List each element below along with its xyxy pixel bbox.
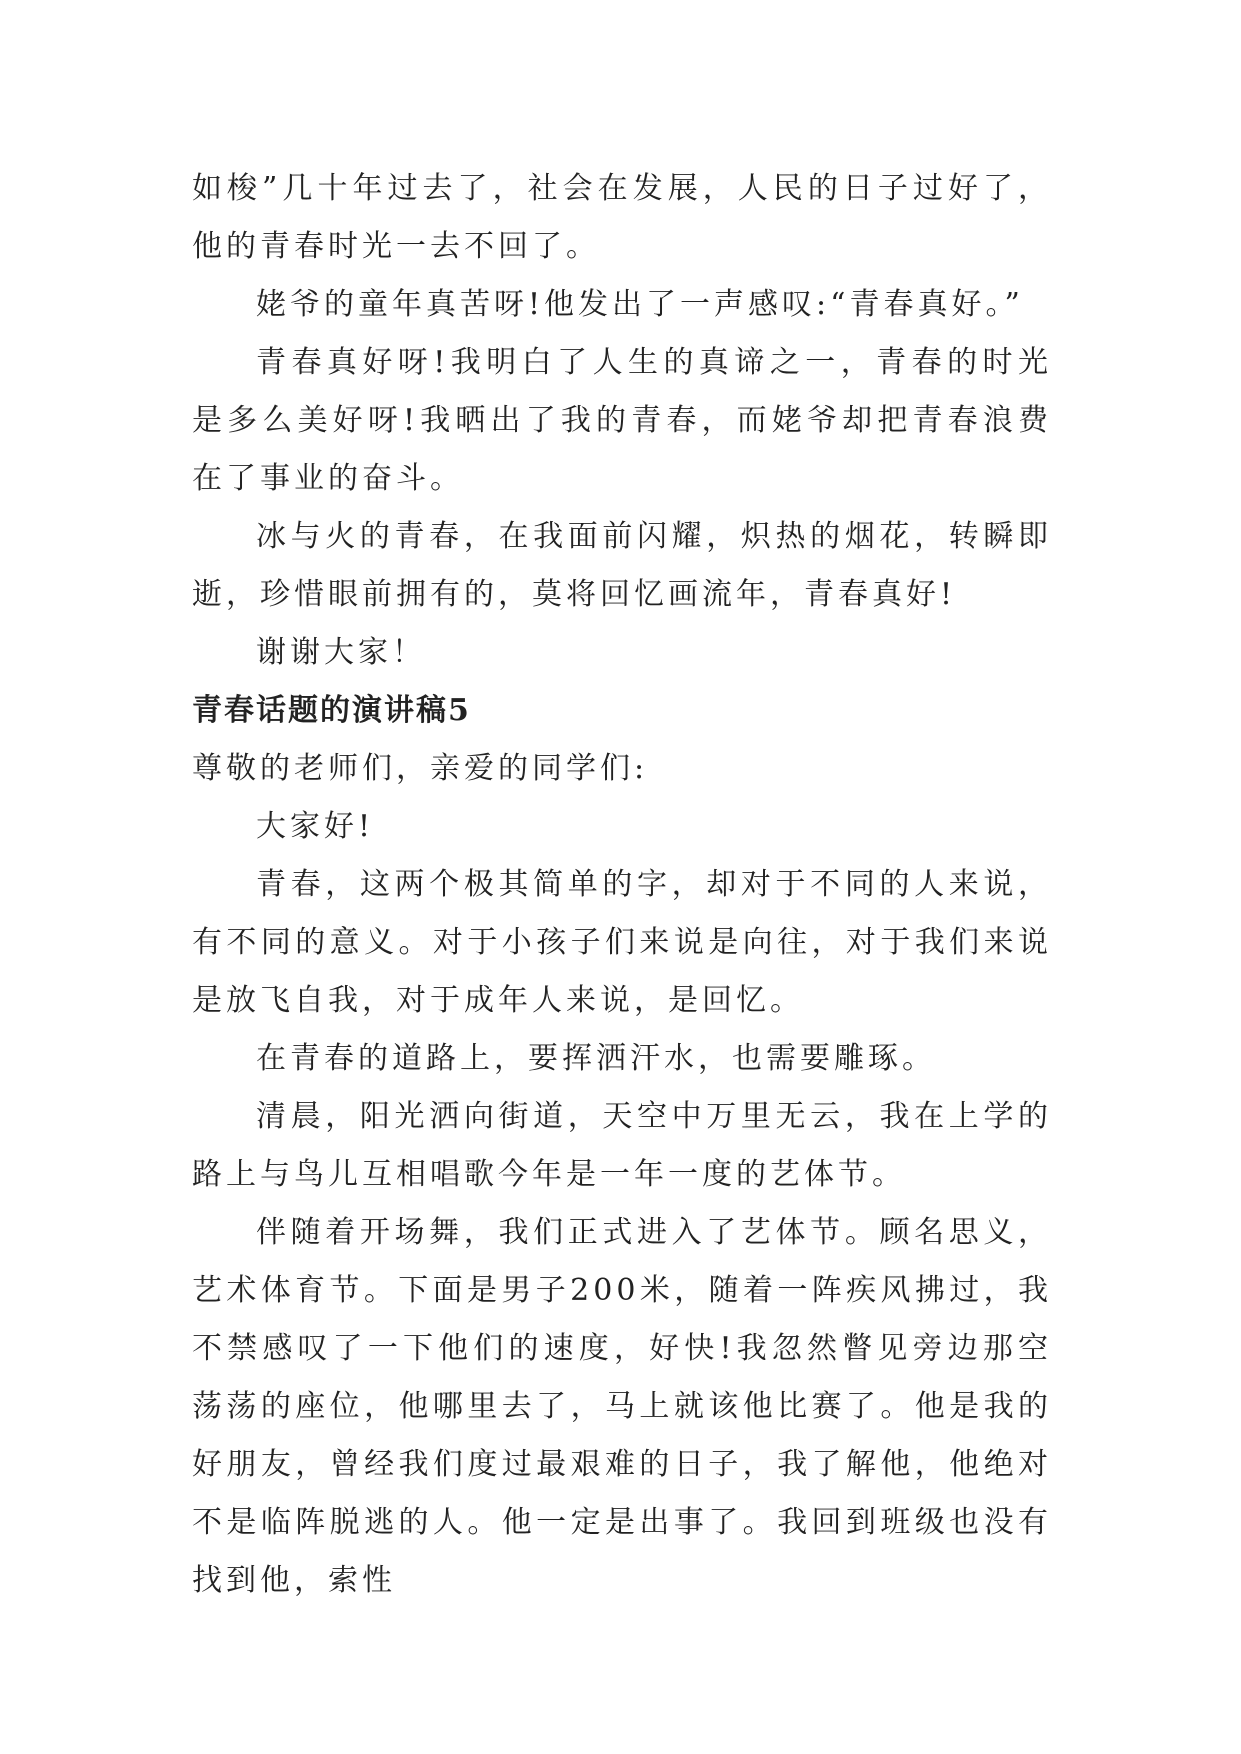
salutation: 尊敬的老师们，亲爱的同学们: — [192, 751, 649, 786]
paragraph-3: 青春真好呀!我明白了人生的真谛之一，青春的时光是多么美好呀!我晒出了我的青春，而姥爷却把青春浪费在了事业的奋斗。 — [192, 345, 1052, 496]
paragraph-9: 伴随着开场舞，我们正式进入了艺体节。顾名思义，艺术体育节。下面是男子200米，随着一阵疾风拂过，我不禁感叹了一下他们的速度，好快!我忽然瞥见旁边那空荡荡的座位，他哪里去了，马上就该他比赛了。他是我的好朋友，曾经我们度过最艰难的日子，我了解他，他绝对不是临阵脱逃的人。他一定是出事了。我回到班级也没有找到他，索性 — [192, 1215, 1052, 1598]
paragraph-4: 冰与火的青春，在我面前闪耀，炽热的烟花，转瞬即逝，珍惜眼前拥有的，莫将回忆画流年，青春真好! — [192, 519, 1052, 612]
paragraph-7: 在青春的道路上，要挥洒汗水，也需要雕琢。 — [256, 1041, 936, 1076]
greeting: 大家好! — [256, 809, 375, 844]
section-heading: 青春话题的演讲稿5 — [192, 693, 471, 728]
paragraph-8: 清晨，阳光洒向街道，天空中万里无云，我在上学的路上与鸟儿互相唱歌今年是一年一度的艺体节。 — [192, 1099, 1052, 1192]
paragraph-6: 青春，这两个极其简单的字，却对于不同的人来说，有不同的意义。对于小孩子们来说是向往，对于我们来说是放飞自我，对于成年人来说，是回忆。 — [192, 867, 1052, 1018]
document-body — [192, 160, 1052, 1610]
paragraph-1: 如梭”几十年过去了，社会在发展，人民的日子过好了，他的青春时光一去不回了。 — [192, 171, 1052, 264]
paragraph-5: 谢谢大家！ — [256, 635, 426, 670]
paragraph-2: 姥爷的童年真苦呀!他发出了一声感叹:“青春真好。” — [256, 287, 1024, 322]
